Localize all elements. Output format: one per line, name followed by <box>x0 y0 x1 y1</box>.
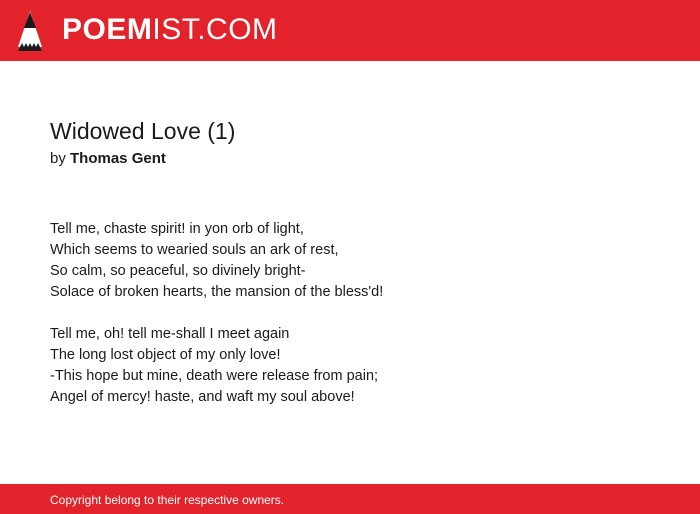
copyright-text: Copyright belong to their respective owners. <box>50 493 285 507</box>
poem-line: Tell me, chaste spirit! in yon orb of light, <box>50 221 304 237</box>
byline-prefix: by <box>50 150 66 167</box>
stanza <box>50 219 650 303</box>
poem-line: -This hope but mine, death were release from pain; <box>50 368 379 384</box>
stanza <box>50 324 650 408</box>
pencil-icon[interactable] <box>17 10 43 52</box>
author-link[interactable]: Thomas Gent <box>70 150 166 167</box>
poem-line: Tell me, oh! tell me-shall I meet again <box>50 326 290 342</box>
poem-line: The long lost object of my only love! <box>50 347 281 363</box>
poem-title: Widowed Love (1) <box>50 118 236 144</box>
site-footer <box>0 484 700 514</box>
poem-line: Solace of broken hearts, the mansion of the bless'd! <box>50 284 384 300</box>
poem-line: Which seems to wearied souls an ark of rest, <box>50 242 339 258</box>
poem-line: Angel of mercy! haste, and waft my soul above! <box>50 389 355 405</box>
poem-line: So calm, so peaceful, so divinely bright- <box>50 263 306 279</box>
logo-wordmark-bold: POEM <box>62 13 153 46</box>
poem-body <box>50 219 650 429</box>
byline <box>50 149 166 169</box>
site-logo-link[interactable] <box>62 12 278 48</box>
logo-wordmark-light: IST.COM <box>152 13 278 46</box>
site-header <box>0 0 700 61</box>
